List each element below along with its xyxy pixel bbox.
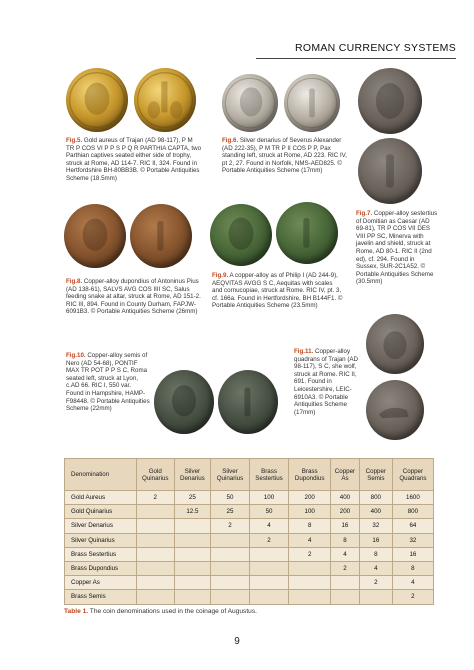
- aureus-obverse-coin: [66, 68, 128, 132]
- figure-8-caption: [66, 278, 202, 316]
- table-header-cell: Brass Dupondius: [289, 459, 331, 491]
- table-row: [65, 561, 434, 575]
- table-cell: [249, 590, 289, 604]
- header-title: ROMAN CURRENCY SYSTEMS: [294, 42, 456, 54]
- table-cell: [174, 547, 211, 561]
- figure-6-caption: [222, 137, 348, 175]
- table-row: [65, 519, 434, 533]
- table-cell: 16: [392, 547, 433, 561]
- table-cell: 4: [249, 519, 289, 533]
- table-cell: 2: [249, 533, 289, 547]
- dupondius-reverse-coin: [130, 204, 192, 268]
- table-cell: 100: [249, 491, 289, 505]
- figure-7-text: Copper-alloy sestertius of Domitian as Caesar (AD 69-81), TR P COS VII DES VIII PP SC, Minerva with javelin and shield, struck at Rome, AD 80-1. RIC II (2nd ed), cf. 294. Found in Sussex, SUR-2C1A52. © Portable Antiquities Scheme (30.5mm): [356, 210, 438, 286]
- table-row-label: Copper As: [65, 576, 137, 590]
- table-caption-label: Table 1.: [64, 608, 89, 615]
- aureus-reverse-coin: [134, 68, 196, 132]
- table-row: [65, 576, 434, 590]
- table-cell: [137, 590, 175, 604]
- table-cell: [331, 576, 360, 590]
- table-cell: [137, 547, 175, 561]
- table-row-label: Gold Aureus: [65, 491, 137, 505]
- table-cell: 2: [211, 519, 249, 533]
- table-cell: [174, 576, 211, 590]
- denarius-obverse-coin: [222, 74, 278, 132]
- table-cell: 25: [211, 505, 249, 519]
- table-row: [65, 505, 434, 519]
- figure-7-label: Fig.7.: [356, 210, 373, 217]
- table-cell: 100: [289, 505, 331, 519]
- table-cell: 4: [392, 576, 433, 590]
- table-caption: [64, 608, 257, 615]
- table-cell: 800: [359, 491, 392, 505]
- figure-6-label: Fig.6.: [222, 137, 239, 144]
- table-cell: [289, 576, 331, 590]
- header-rule: [256, 58, 456, 59]
- table-cell: 2: [331, 561, 360, 575]
- figure-5-text: Gold aureus of Trajan (AD 98-117), P M TR P COS VI P P S P Q R PARTHIA CAPTA, two Parthian captives seated either side of trophy, struck at Rome, AD 114-7. RIC II, 324. Found in Hertfordshire BH-80BB3B. © Portable Antiquities Scheme (18.5mm): [66, 137, 202, 182]
- table-cell: [359, 590, 392, 604]
- table-cell: [174, 519, 211, 533]
- quadrans-obverse-coin: [366, 314, 424, 374]
- figure-9-caption: [212, 272, 344, 310]
- table-row-label: Brass Semis: [65, 590, 137, 604]
- table-cell: [211, 547, 249, 561]
- table-cell: 32: [392, 533, 433, 547]
- as-reverse-coin: [276, 202, 338, 264]
- table-row-label: Silver Quinarius: [65, 533, 137, 547]
- denominations-table: [64, 458, 434, 605]
- table-row: [65, 533, 434, 547]
- table-cell: 32: [359, 519, 392, 533]
- figure-8-text: Copper-alloy dupondius of Antoninus Pius (AD 138-61), SALVS AVG COS IIII SC, Salus feeding snake at altar, struck at Rome, AD 151-2. RIC III, 894. Found in County Durham, FAPJW-6091B3. © Portable Antiquities Scheme (26mm): [66, 278, 201, 316]
- figure-11-caption: [294, 348, 362, 416]
- figure-5-label: Fig.5.: [66, 137, 83, 144]
- figure-6-text: Silver denarius of Severus Alexander (AD 222-35), P M TR P II COS P P, Pax standing left, struck at Rome, AD 223. RIC IV, pt 2, 27. Found in Norfolk, NMS-AED825. © Portable Antiquities Scheme (17mm): [222, 137, 347, 175]
- table-header-cell: Gold Quinarius: [137, 459, 175, 491]
- table-cell: 8: [289, 519, 331, 533]
- figure-5-caption: [66, 137, 202, 183]
- table-cell: [137, 561, 175, 575]
- table-row-label: Brass Sestertius: [65, 547, 137, 561]
- table-cell: 50: [249, 505, 289, 519]
- table-cell: [174, 590, 211, 604]
- table-cell: 64: [392, 519, 433, 533]
- table-cell: 16: [359, 533, 392, 547]
- table-cell: [174, 561, 211, 575]
- table-cell: 8: [359, 547, 392, 561]
- table-cell: [174, 533, 211, 547]
- table-header-cell: Copper Quadrans: [392, 459, 433, 491]
- table-row-label: Silver Denarius: [65, 519, 137, 533]
- table-row: [65, 547, 434, 561]
- table-cell: [249, 561, 289, 575]
- semis-obverse-coin: [154, 370, 214, 434]
- table-cell: 2: [289, 547, 331, 561]
- table-cell: [289, 590, 331, 604]
- figure-8-label: Fig.8.: [66, 278, 83, 285]
- table-cell: 2: [359, 576, 392, 590]
- denarius-reverse-coin: [284, 74, 340, 132]
- figure-7-caption: [356, 210, 438, 286]
- table-header-cell: Copper As: [331, 459, 360, 491]
- table-cell: 4: [289, 533, 331, 547]
- table-header-cell: Silver Quinarius: [211, 459, 249, 491]
- table-cell: 8: [331, 533, 360, 547]
- table-cell: 4: [359, 561, 392, 575]
- sestertius-reverse-coin: [358, 138, 422, 204]
- table-cell: 12.5: [174, 505, 211, 519]
- table-header-cell: Copper Semis: [359, 459, 392, 491]
- table-row-label: Brass Dupondius: [65, 561, 137, 575]
- table-caption-text: The coin denominations used in the coinage of Augustus.: [88, 608, 257, 615]
- figure-10-label: Fig.10.: [66, 352, 86, 359]
- table-cell: 2: [137, 491, 175, 505]
- figure-9-label: Fig.9.: [212, 272, 229, 279]
- figure-11-text: Copper-alloy quadrans of Trajan (AD 98-117), S C, she wolf, struck at Rome. RIC II, 691. Found in Leicestershire, LEIC-6910A3. © Portable Antiquities Scheme (17mm): [294, 348, 358, 416]
- table-header-cell: Denomination: [65, 459, 137, 491]
- table-cell: [211, 576, 249, 590]
- table-cell: [211, 590, 249, 604]
- figure-11-label: Fig.11.: [294, 348, 314, 355]
- table-header-cell: Silver Denarius: [174, 459, 211, 491]
- table-cell: [137, 505, 175, 519]
- table-header-cell: Brass Sestertius: [249, 459, 289, 491]
- table-cell: 16: [331, 519, 360, 533]
- figure-10-text: Copper-alloy semis of Nero (AD 54-68), PONTIF MAX TR POT P P S C, Roma seated left, struck at Lyon, c.AD 66. RIC I, 550 var. Found in Hampshire, HAMP-F98448. © Portable Antiquities Scheme (22mm): [66, 352, 150, 413]
- dupondius-obverse-coin: [64, 204, 126, 268]
- table-cell: [249, 547, 289, 561]
- as-obverse-coin: [210, 204, 272, 266]
- table-header-row: [65, 459, 434, 491]
- table-row: [65, 590, 434, 604]
- page-number: 9: [234, 636, 240, 647]
- table-row: [65, 491, 434, 505]
- table-cell: 400: [359, 505, 392, 519]
- table-cell: [331, 590, 360, 604]
- table-cell: 50: [211, 491, 249, 505]
- table-cell: 2: [392, 590, 433, 604]
- table-cell: [137, 576, 175, 590]
- table-row-label: Gold Quinarius: [65, 505, 137, 519]
- table-cell: 8: [392, 561, 433, 575]
- table-cell: [249, 576, 289, 590]
- table-cell: 1600: [392, 491, 433, 505]
- table-cell: 400: [331, 491, 360, 505]
- table-cell: [211, 533, 249, 547]
- table-cell: [137, 519, 175, 533]
- table-cell: 800: [392, 505, 433, 519]
- sestertius-obverse-coin: [358, 68, 422, 134]
- quadrans-reverse-coin: [366, 380, 424, 440]
- table-cell: [137, 533, 175, 547]
- table-cell: [211, 561, 249, 575]
- table-cell: 200: [289, 491, 331, 505]
- figure-9-text: A copper-alloy as of Philip I (AD 244-9), AEQVITAS AVGG S C, Aequitas with scales and cornucopiae, struck at Rome. RIC IV, pt. 3, cf. 166a. Found in Hertfordshire, BH B144F1. © Portable Antiquities Scheme (23.5mm): [212, 272, 343, 310]
- table-cell: 25: [174, 491, 211, 505]
- semis-reverse-coin: [218, 370, 278, 434]
- table-cell: [289, 561, 331, 575]
- figure-10-caption: [66, 352, 150, 413]
- table-cell: 200: [331, 505, 360, 519]
- table-cell: 4: [331, 547, 360, 561]
